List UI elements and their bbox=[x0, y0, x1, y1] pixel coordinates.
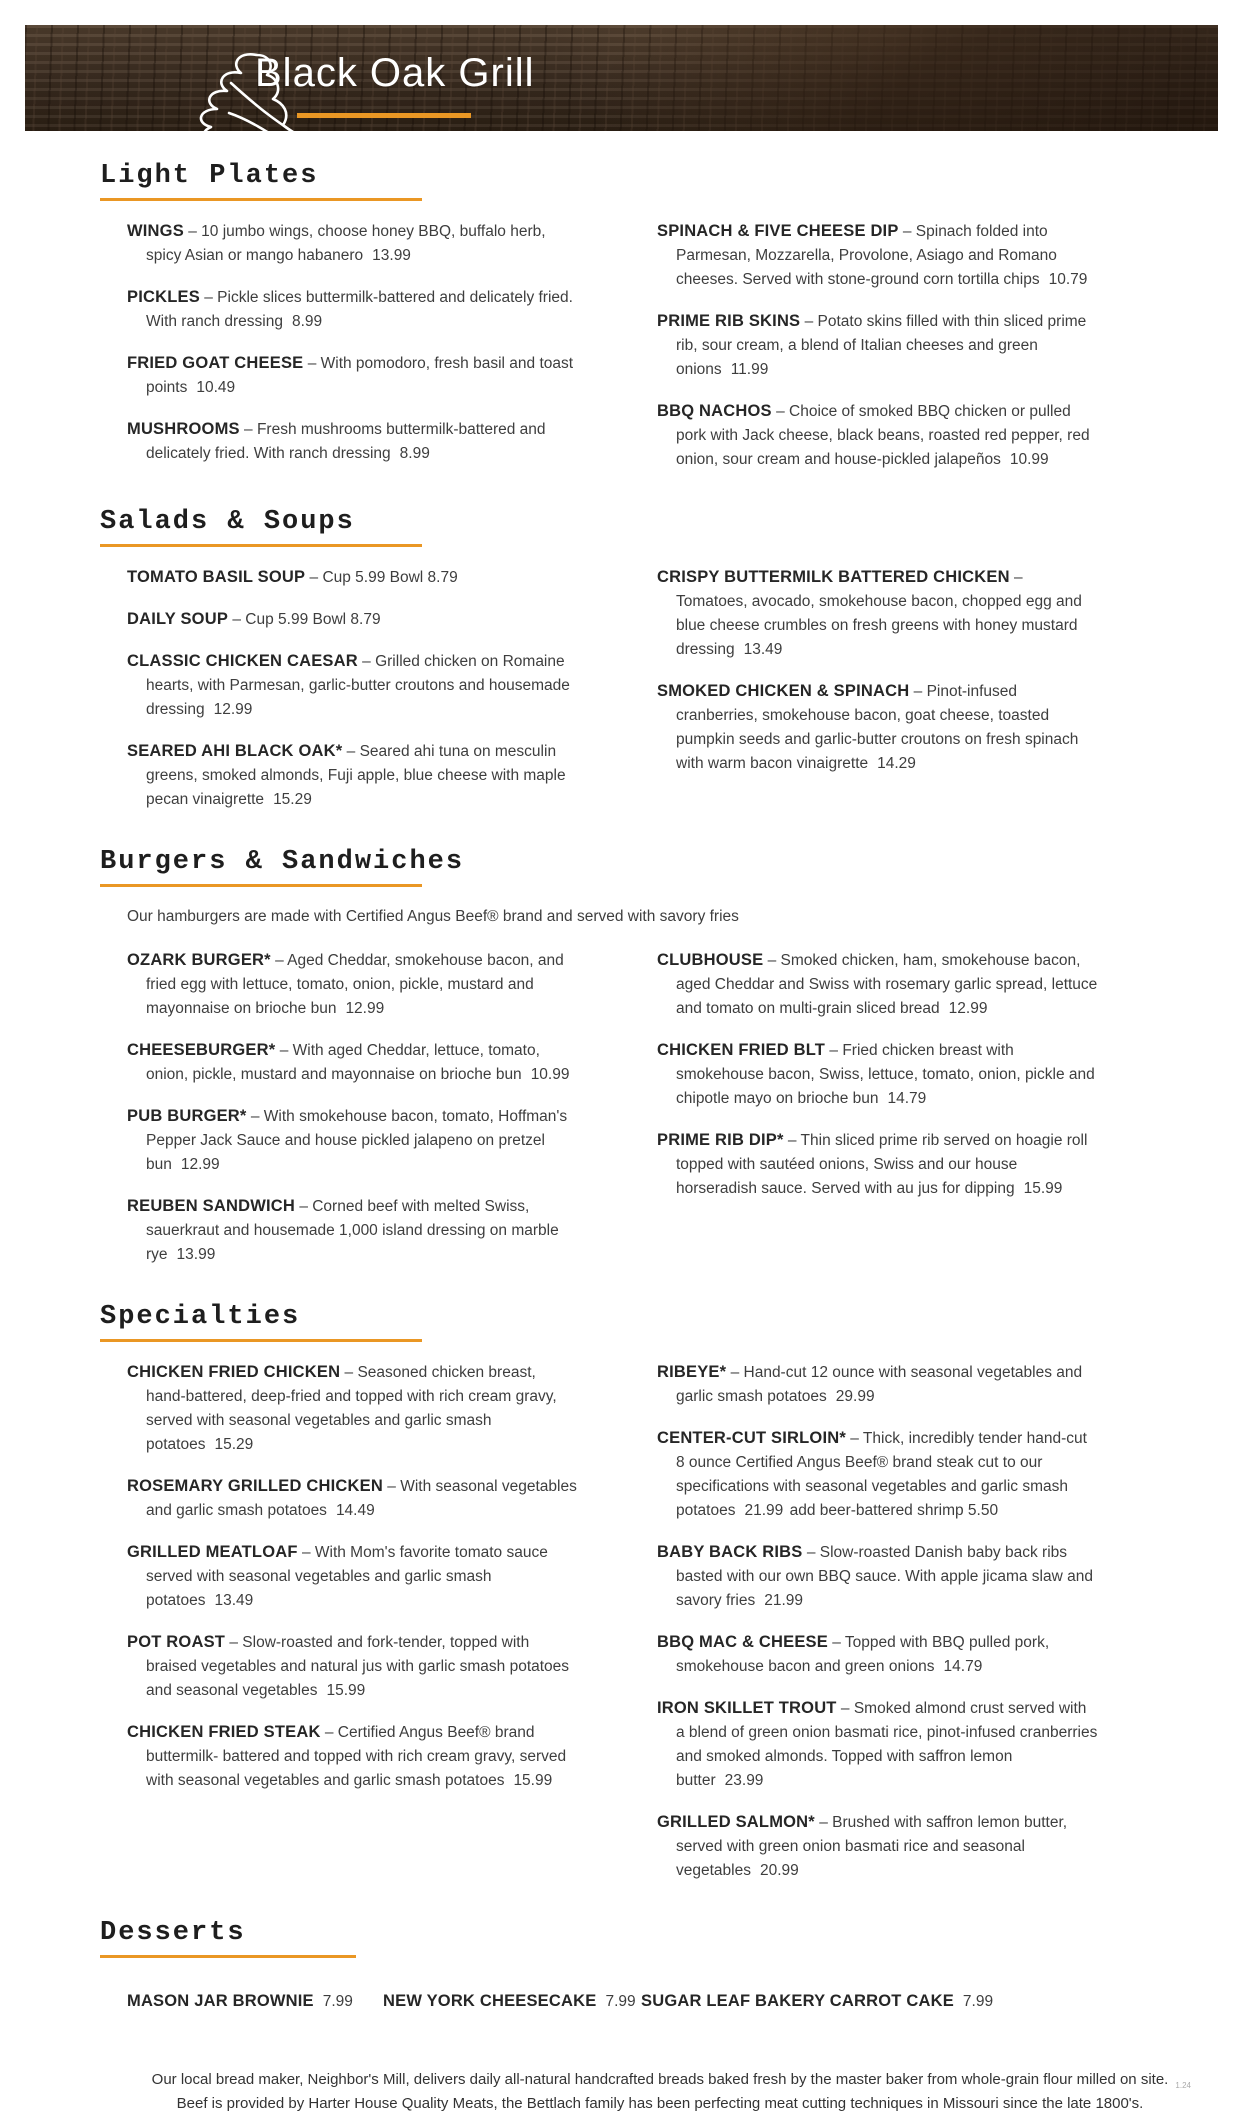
wood-header-banner bbox=[25, 25, 1218, 131]
page-number: 1.24 bbox=[1175, 2081, 1191, 2090]
item-price: 12.99 bbox=[345, 1000, 385, 1017]
item-price: 10.79 bbox=[1048, 271, 1088, 288]
menu-item bbox=[630, 1630, 1098, 1679]
item-addon-note: add beer-battered shrimp 5.50 bbox=[789, 1502, 999, 1519]
item-name: MASON JAR BROWNIE bbox=[127, 1991, 314, 2010]
section-salads-soups bbox=[100, 507, 1173, 829]
section-title-light-plates: Light Plates bbox=[100, 161, 319, 191]
menu-item bbox=[100, 607, 578, 632]
section-title-burgers-sandwiches: Burgers & Sandwiches bbox=[100, 847, 465, 877]
item-price: 13.99 bbox=[176, 1246, 216, 1263]
item-desc: – Cup 5.99 Bowl 8.79 bbox=[232, 611, 381, 628]
footer-line-1: Our local bread maker, Neighbor's Mill, delivers daily all-natural handcrafted breads baked fresh by the master baker from whole-grain flour milled on site. bbox=[151, 2071, 1169, 2088]
item-price: 15.99 bbox=[326, 1682, 366, 1699]
item-price: 15.29 bbox=[214, 1436, 254, 1453]
item-price: 7.99 bbox=[962, 1992, 994, 2010]
item-price: 8.99 bbox=[291, 313, 323, 330]
item-price: 14.29 bbox=[877, 755, 916, 772]
item-desc: – Cup 5.99 Bowl 8.79 bbox=[309, 569, 458, 586]
menu-item bbox=[630, 1810, 1098, 1883]
menu-item bbox=[100, 948, 578, 1021]
item-desc: – With seasonal vegetables and garlic smash potatoes bbox=[146, 1478, 577, 1519]
item-name: IRON SKILLET TROUT bbox=[657, 1699, 837, 1717]
item-name: SUGAR LEAF BAKERY CARROT CAKE bbox=[641, 1991, 954, 2010]
item-desc: – Choice of smoked BBQ chicken or pulled pork with Jack cheese, black beans, roasted red pepper, red onion, sour cream and house-pickled jalapeños bbox=[676, 403, 1090, 468]
item-desc: – Corned beef with melted Swiss, sauerkraut and housemade 1,000 island dressing on marble rye bbox=[146, 1198, 559, 1263]
item-name: CHEESEBURGER* bbox=[127, 1041, 276, 1059]
section-underline bbox=[100, 884, 422, 887]
item-price: 14.79 bbox=[887, 1090, 927, 1107]
section-underline bbox=[100, 1955, 356, 1958]
menu-item bbox=[100, 1474, 578, 1523]
section-title-salads-soups: Salads & Soups bbox=[100, 507, 355, 537]
menu-item bbox=[100, 1360, 578, 1457]
item-price: 13.49 bbox=[214, 1592, 254, 1609]
section-specialties bbox=[100, 1302, 1173, 1900]
menu-item bbox=[100, 1720, 578, 1793]
item-price: 11.99 bbox=[730, 361, 769, 378]
item-price: 8.99 bbox=[399, 445, 430, 462]
item-desc: – Seared ahi tuna on mesculin greens, smoked almonds, Fuji apple, blue cheese with maple pecan vinaigrette bbox=[146, 743, 566, 808]
menu-item bbox=[630, 1038, 1098, 1111]
menu-item bbox=[100, 1038, 578, 1087]
item-name: CHICKEN FRIED STEAK bbox=[127, 1723, 321, 1741]
item-name: PRIME RIB DIP* bbox=[657, 1131, 784, 1149]
menu-body bbox=[0, 131, 1243, 2116]
item-name: SMOKED CHICKEN & SPINACH bbox=[657, 682, 910, 700]
item-desc: – Seasoned chicken breast, hand-battered, deep-fried and topped with rich cream gravy, served with seasonal vegetables and garlic smash potatoes bbox=[146, 1364, 557, 1453]
item-desc: – Certified Angus Beef® brand buttermilk- battered and topped with rich cream gravy, served with seasonal vegetables and garlic smash potatoes bbox=[146, 1724, 567, 1789]
section-title-specialties: Specialties bbox=[100, 1302, 301, 1332]
menu-item bbox=[383, 1992, 641, 2011]
item-name: RIBEYE* bbox=[657, 1363, 727, 1381]
menu-item bbox=[630, 679, 1098, 776]
menu-item bbox=[100, 417, 578, 466]
item-desc: – Grilled chicken on Romaine hearts, with Parmesan, garlic-butter croutons and housemade dressing bbox=[146, 653, 570, 718]
menu-item bbox=[100, 739, 578, 812]
section-light-plates bbox=[100, 161, 1173, 489]
item-desc: – With Mom's favorite tomato sauce served with seasonal vegetables and garlic smash potatoes bbox=[146, 1544, 548, 1609]
section-underline bbox=[100, 544, 422, 547]
menu-item bbox=[100, 351, 578, 400]
item-price: 13.99 bbox=[372, 247, 411, 264]
menu-item bbox=[630, 948, 1098, 1021]
item-desc: – Thick, incredibly tender hand-cut 8 ounce Certified Angus Beef® brand steak cut to our specifications with seasonal vegetables and garlic smash potatoes bbox=[676, 1430, 1087, 1519]
item-name: SPINACH & FIVE CHEESE DIP bbox=[657, 222, 899, 240]
item-name: OZARK BURGER* bbox=[127, 951, 271, 969]
item-price: 15.99 bbox=[1023, 1180, 1063, 1197]
item-price: 12.99 bbox=[180, 1156, 220, 1173]
footer-line-2: Beef is provided by Harter House Quality Meats, the Bettlach family has been perfecting meat cutting techniques in Missouri since the late 1800's. bbox=[176, 2095, 1144, 2112]
menu-item bbox=[630, 399, 1098, 472]
specialties-left-column bbox=[100, 1360, 578, 1810]
item-name: DAILY SOUP bbox=[127, 610, 229, 628]
item-desc: – Smoked almond crust served with a blend of green onion basmati rice, pinot-infused cranberries and smoked almonds. Topped with saffron lemon butter bbox=[676, 1700, 1098, 1789]
item-desc: – Slow-roasted and fork-tender, topped with braised vegetables and natural jus with garlic smash potatoes and seasonal vegetables bbox=[146, 1634, 570, 1699]
menu-item bbox=[127, 1992, 383, 2011]
menu-item bbox=[100, 285, 578, 334]
item-price: 15.99 bbox=[513, 1772, 553, 1789]
item-name: ROSEMARY GRILLED CHICKEN bbox=[127, 1477, 383, 1495]
item-desc: – Topped with BBQ pulled pork, smokehouse bacon and green onions bbox=[676, 1634, 1050, 1675]
burgers-intro-note: Our hamburgers are made with Certified Angus Beef® brand and served with savory fries bbox=[127, 908, 739, 925]
menu-item bbox=[630, 1360, 1098, 1409]
item-desc: – Pinot-infused cranberries, smokehouse bacon, goat cheese, toasted pumpkin seeds and garlic-butter croutons on fresh spinach with warm bacon vinaigrette bbox=[676, 683, 1079, 772]
menu-item bbox=[100, 1104, 578, 1177]
menu-item bbox=[630, 1426, 1098, 1523]
menu-item bbox=[630, 219, 1098, 292]
item-price: 12.99 bbox=[213, 701, 253, 718]
menu-item bbox=[100, 649, 578, 722]
item-price: 20.99 bbox=[759, 1862, 799, 1879]
menu-item bbox=[100, 565, 578, 590]
menu-item bbox=[100, 1540, 578, 1613]
item-desc: – With aged Cheddar, lettuce, tomato, onion, pickle, mustard and mayonnaise on brioche bun bbox=[146, 1042, 540, 1083]
item-name: BBQ MAC & CHEESE bbox=[657, 1633, 828, 1651]
item-desc: – Spinach folded into Parmesan, Mozzarella, Provolone, Asiago and Romano cheeses. Served with stone-ground corn tortilla chips bbox=[676, 223, 1057, 288]
item-desc: – Slow-roasted Danish baby back ribs basted with our own BBQ sauce. With apple jicama slaw and savory fries bbox=[676, 1544, 1093, 1609]
item-name: SEARED AHI BLACK OAK* bbox=[127, 742, 343, 760]
item-name: NEW YORK CHEESECAKE bbox=[383, 1991, 597, 2010]
item-name: BBQ NACHOS bbox=[657, 402, 772, 420]
item-desc: – Pickle slices buttermilk-battered and delicately fried. With ranch dressing bbox=[146, 289, 573, 330]
brand-underline bbox=[297, 113, 471, 118]
item-price: 15.29 bbox=[273, 791, 312, 808]
item-name: GRILLED SALMON* bbox=[657, 1813, 815, 1831]
item-name: CHICKEN FRIED CHICKEN bbox=[127, 1363, 341, 1381]
section-burgers-sandwiches bbox=[100, 847, 1173, 1284]
menu-item bbox=[100, 1630, 578, 1703]
item-name: POT ROAST bbox=[127, 1633, 226, 1651]
item-desc: – Tomatoes, avocado, smokehouse bacon, chopped egg and blue cheese crumbles on fresh greens with honey mustard dressing bbox=[676, 569, 1082, 658]
menu-item bbox=[630, 1128, 1098, 1201]
item-name: MUSHROOMS bbox=[127, 420, 240, 438]
item-desc: – Brushed with saffron lemon butter, served with green onion basmati rice and seasonal vegetables bbox=[676, 1814, 1068, 1879]
section-desserts bbox=[100, 1918, 1173, 2026]
burgers-left-column bbox=[100, 948, 578, 1284]
item-price: 21.99 bbox=[764, 1592, 804, 1609]
desserts-row bbox=[100, 1976, 1173, 2026]
item-price: 29.99 bbox=[835, 1388, 875, 1405]
item-name: PRIME RIB SKINS bbox=[657, 312, 801, 330]
menu-item bbox=[100, 219, 578, 268]
item-desc: – With smokehouse bacon, tomato, Hoffman's Pepper Jack Sauce and house pickled jalapeno on pretzel bun bbox=[146, 1108, 568, 1173]
item-desc: – Smoked chicken, ham, smokehouse bacon, aged Cheddar and Swiss with rosemary garlic spread, lettuce and tomato on multi-grain sliced bread bbox=[676, 952, 1098, 1017]
footer-note bbox=[100, 2068, 1220, 2116]
item-name: CLUBHOUSE bbox=[657, 951, 764, 969]
item-price: 21.99 bbox=[744, 1502, 784, 1519]
item-name: PUB BURGER* bbox=[127, 1107, 247, 1125]
item-desc: – Fried chicken breast with smokehouse bacon, Swiss, lettuce, tomato, onion, pickle and chipotle mayo on brioche bun bbox=[676, 1042, 1095, 1107]
menu-item bbox=[630, 1540, 1098, 1613]
item-price: 10.99 bbox=[530, 1066, 570, 1083]
brand-title: Black Oak Grill bbox=[255, 51, 535, 95]
menu-item bbox=[630, 565, 1098, 662]
item-desc: – Aged Cheddar, smokehouse bacon, and fried egg with lettuce, tomato, onion, pickle, mustard and mayonnaise on brioche bun bbox=[146, 952, 564, 1017]
item-price: 12.99 bbox=[948, 1000, 988, 1017]
section-title-desserts: Desserts bbox=[100, 1918, 246, 1948]
section-underline bbox=[100, 1339, 422, 1342]
menu-item bbox=[641, 1992, 1173, 2011]
item-name: FRIED GOAT CHEESE bbox=[127, 354, 304, 372]
item-name: CLASSIC CHICKEN CAESAR bbox=[127, 652, 358, 670]
item-price: 14.49 bbox=[335, 1502, 375, 1519]
item-price: 23.99 bbox=[724, 1772, 764, 1789]
salads-left-column bbox=[100, 565, 578, 829]
item-price: 14.79 bbox=[943, 1658, 983, 1675]
burgers-right-column bbox=[630, 948, 1098, 1218]
item-name: CENTER-CUT SIRLOIN* bbox=[657, 1429, 846, 1447]
item-price: 7.99 bbox=[605, 1992, 636, 2010]
specialties-right-column bbox=[630, 1360, 1098, 1900]
item-desc: – Fresh mushrooms buttermilk-battered and delicately fried. With ranch dressing bbox=[146, 421, 546, 462]
salads-right-column bbox=[630, 565, 1098, 793]
item-name: WINGS bbox=[127, 222, 184, 240]
menu-item bbox=[100, 1194, 578, 1267]
item-desc: – Hand-cut 12 ounce with seasonal vegetables and garlic smash potatoes bbox=[676, 1364, 1083, 1405]
item-name: REUBEN SANDWICH bbox=[127, 1197, 295, 1215]
item-name: BABY BACK RIBS bbox=[657, 1543, 803, 1561]
item-desc: – Thin sliced prime rib served on hoagie roll topped with sautéed onions, Swiss and our house horseradish sauce. Served with au jus for dipping bbox=[676, 1132, 1088, 1197]
item-price: 10.99 bbox=[1009, 451, 1049, 468]
item-name: TOMATO BASIL SOUP bbox=[127, 568, 306, 586]
menu-item bbox=[630, 1696, 1098, 1793]
menu-item bbox=[630, 309, 1098, 382]
item-desc: – 10 jumbo wings, choose honey BBQ, buffalo herb, spicy Asian or mango habanero bbox=[146, 223, 546, 264]
item-name: GRILLED MEATLOAF bbox=[127, 1543, 298, 1561]
item-name: CRISPY BUTTERMILK BATTERED CHICKEN bbox=[657, 568, 1010, 586]
item-name: CHICKEN FRIED BLT bbox=[657, 1041, 826, 1059]
section-underline bbox=[100, 198, 422, 201]
item-price: 13.49 bbox=[743, 641, 783, 658]
light-plates-left-column bbox=[100, 219, 578, 483]
item-price: 7.99 bbox=[322, 1992, 353, 2010]
item-desc: – With pomodoro, fresh basil and toast points bbox=[146, 355, 574, 396]
item-price: 10.49 bbox=[196, 379, 236, 396]
light-plates-right-column bbox=[630, 219, 1098, 489]
item-desc: – Potato skins filled with thin sliced prime rib, sour cream, a blend of Italian cheeses and green onions bbox=[676, 313, 1087, 378]
item-name: PICKLES bbox=[127, 288, 200, 306]
